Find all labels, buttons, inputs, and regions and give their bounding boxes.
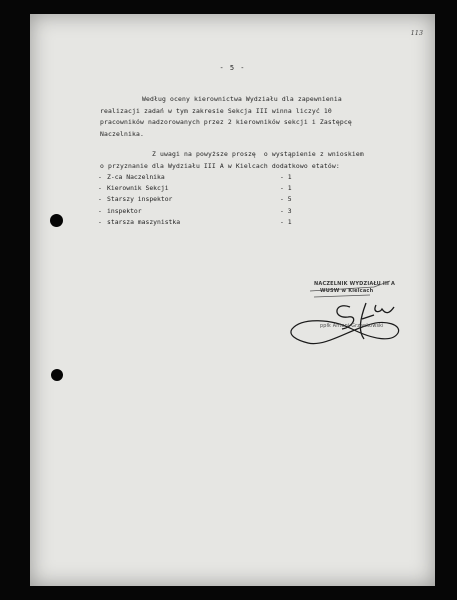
position-count: - 1 [280,217,292,226]
position-name: Kierownik Sekcji [107,184,169,193]
list-dash: - [98,217,102,226]
paragraph-1-line-1: Według oceny kierownictwa Wydziału dla zapewnienia [142,95,342,103]
binder-hole [51,369,63,381]
list-dash: - [98,206,102,215]
list-item [98,206,328,217]
position-count: - 1 [280,184,292,193]
document-page [30,14,435,586]
list-item [98,183,328,194]
paragraph-1-line-4: Naczelnika. [100,129,144,138]
position-name: inspektor [107,206,142,215]
page-marker: - 5 - [219,64,246,72]
position-name: starsza maszynistka [107,217,181,226]
binder-hole [50,214,63,227]
folio-number: 113 [410,29,423,37]
list-item [98,194,328,205]
stamp-line-1: NACZELNIK WYDZIAŁU III A [314,281,396,287]
stamp-and-signature [262,269,412,364]
list-dash: - [98,173,102,181]
paragraph-2-line-2: o przyznanie dla Wydziału III A w Kielcach dodatkowo etatów: [100,161,340,170]
list-item [98,172,328,183]
signatory-name: ppłk Antoni Grzankowski [320,324,384,329]
paragraph-1-line-3: pracowników nadzorowanych przez 2 kierowników sekcji i Zastępcę [100,118,352,126]
list-item [98,217,328,228]
positions-list [98,172,328,228]
position-name: Z-ca Naczelnika [107,173,165,181]
list-dash: - [98,184,102,193]
stamp-line-2: WUSW w Kielcach [320,288,374,294]
position-count: - 1 [280,173,292,181]
position-name: Starszy inspektor [107,195,173,204]
paragraph-2-line-1: Z uwagi na powyższe proszę o wystąpienie z wnioskiem [152,150,364,158]
position-count: - 3 [280,206,292,215]
paragraph-1-line-2: realizacji zadań w tym zakresie Sekcja III winna liczyć 10 [100,106,332,115]
list-dash: - [98,195,102,204]
official-stamp [314,281,395,295]
position-count: - 5 [280,195,292,204]
